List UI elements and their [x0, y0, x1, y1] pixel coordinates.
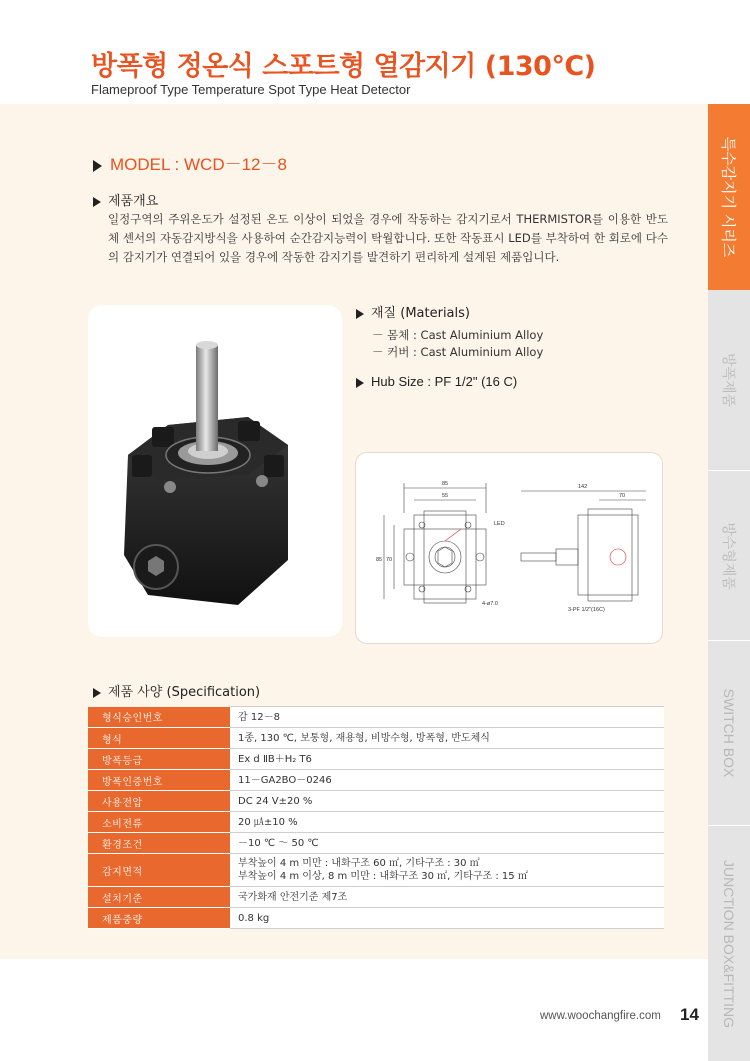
spec-key: 환경조건 — [88, 833, 230, 854]
side-tab-label: JUNCTION BOX&FITTING — [721, 859, 737, 1028]
dimension-drawing — [355, 452, 663, 644]
side-tab-special-detectors[interactable] — [708, 104, 750, 290]
led-label: LED — [494, 521, 505, 527]
spec-key: 방폭인증번호 — [88, 770, 230, 791]
table-row — [88, 812, 664, 833]
spec-key: 설치기준 — [88, 887, 230, 908]
spec-value: 국가화재 안전기준 제7조 — [230, 887, 664, 908]
product-photo — [88, 305, 342, 637]
triangle-bullet-icon — [93, 160, 102, 172]
spec-value: －10 ℃ ～ 50 ℃ — [230, 833, 664, 854]
table-row — [88, 707, 664, 728]
material-item-body: － 몸체 : Cast Aluminium Alloy — [372, 328, 544, 342]
spec-key: 형식 — [88, 728, 230, 749]
side-tab-label: 방수형제품 — [720, 521, 736, 590]
spec-key: 사용전압 — [88, 791, 230, 812]
table-row — [88, 749, 664, 770]
material-item-cover: － 커버 : Cast Aluminium Alloy — [372, 345, 544, 359]
materials-list — [372, 327, 543, 361]
dimension-drawing-image — [356, 453, 664, 645]
table-row — [88, 908, 664, 929]
hole-label: 4-ø7.0 — [482, 601, 498, 607]
pf-label: 3-PF 1/2"(16C) — [568, 607, 605, 613]
spec-heading — [93, 681, 260, 700]
triangle-bullet-icon — [93, 197, 101, 207]
spec-value: 11－GA2BO－0246 — [230, 770, 664, 791]
spec-value: DC 24 V±20 % — [230, 791, 664, 812]
spec-value: Ex d ⅡB＋H₂ T6 — [230, 749, 664, 770]
page-title: 방폭형 정온식 스포트형 열감지기 (130℃) — [91, 51, 596, 82]
spec-key: 감지면적 — [88, 854, 230, 887]
dim-85-label: 85 — [442, 481, 449, 487]
hub-size — [356, 374, 517, 389]
dim-vertical-85-label: 85 — [376, 557, 383, 563]
triangle-bullet-icon — [93, 688, 101, 698]
table-row — [88, 728, 664, 749]
spec-value: 감 12－8 — [230, 707, 664, 728]
dim-vertical-70-label: 70 — [386, 557, 393, 563]
table-row — [88, 887, 664, 908]
model-label: MODEL : WCD－12－8 — [110, 155, 287, 174]
table-row — [88, 854, 664, 887]
spec-value: 0.8 kg — [230, 908, 664, 929]
side-tab-explosion-proof[interactable] — [708, 290, 750, 470]
spec-value: 20 ㎂±10 % — [230, 812, 664, 833]
side-tab-switch-box[interactable] — [708, 640, 750, 825]
dim-55-label: 55 — [442, 493, 449, 499]
spec-table — [88, 706, 664, 929]
spec-key: 형식승인번호 — [88, 707, 230, 728]
dim-70-label: 70 — [619, 493, 626, 499]
hub-size-label: Hub Size : PF 1/2" (16 C) — [371, 374, 518, 389]
side-tab-label: 방폭제품 — [720, 352, 736, 408]
side-tab-label: 특수감지기 시리즈 — [719, 136, 738, 258]
triangle-bullet-icon — [356, 309, 364, 319]
dim-142-label: 142 — [578, 484, 588, 490]
materials-heading-label: 재질 (Materials) — [371, 306, 470, 321]
table-row — [88, 833, 664, 854]
model-heading — [93, 150, 287, 175]
spec-heading-label: 제품 사양 (Specification) — [108, 685, 261, 700]
spec-value-line: 부착높이 4 m 미만 : 내화구조 60 ㎡, 기타구조 : 30 ㎡ — [238, 858, 480, 869]
side-tab-waterproof[interactable] — [708, 470, 750, 640]
spec-value — [230, 854, 664, 887]
overview-heading-label: 제품개요 — [108, 194, 159, 209]
overview-heading — [93, 190, 158, 209]
page-number: 14 — [680, 1005, 699, 1024]
materials-heading — [356, 302, 470, 321]
spec-value: 1종, 130 ℃, 보통형, 재용형, 비방수형, 방폭형, 반도체식 — [230, 728, 664, 749]
footer-url: www.woochangfire.com — [540, 1010, 661, 1022]
side-tab-label: SWITCH BOX — [721, 688, 737, 778]
spec-key: 제품중량 — [88, 908, 230, 929]
table-row — [88, 791, 664, 812]
spec-key: 소비전류 — [88, 812, 230, 833]
overview-text: 일정구역의 주위온도가 설정된 온도 이상이 되었을 경우에 작동하는 감지기로서 THERMISTOR를 이용한 반도체 센서의 자동감지방식을 사용하여 순간감지능력이 탁월합니다. 또한 작동표시 LED를 부착하여 한 회로에 다수의 감지기가 연결되어 있을 경우에 작동한 감지기를 발견하기 편리하게 설계된 제품입니다. — [108, 212, 668, 264]
spec-value-line: 부착높이 4 m 이상, 8 m 미만 : 내화구조 30 ㎡, 기타구조 : 15 ㎡ — [238, 871, 528, 882]
spec-key: 방폭등급 — [88, 749, 230, 770]
triangle-bullet-icon — [356, 378, 364, 388]
table-row — [88, 770, 664, 791]
page-subtitle: Flameproof Type Temperature Spot Type Heat Detector — [91, 82, 411, 97]
side-tab-junction-box[interactable] — [708, 825, 750, 1061]
detector-product-image — [88, 305, 342, 637]
